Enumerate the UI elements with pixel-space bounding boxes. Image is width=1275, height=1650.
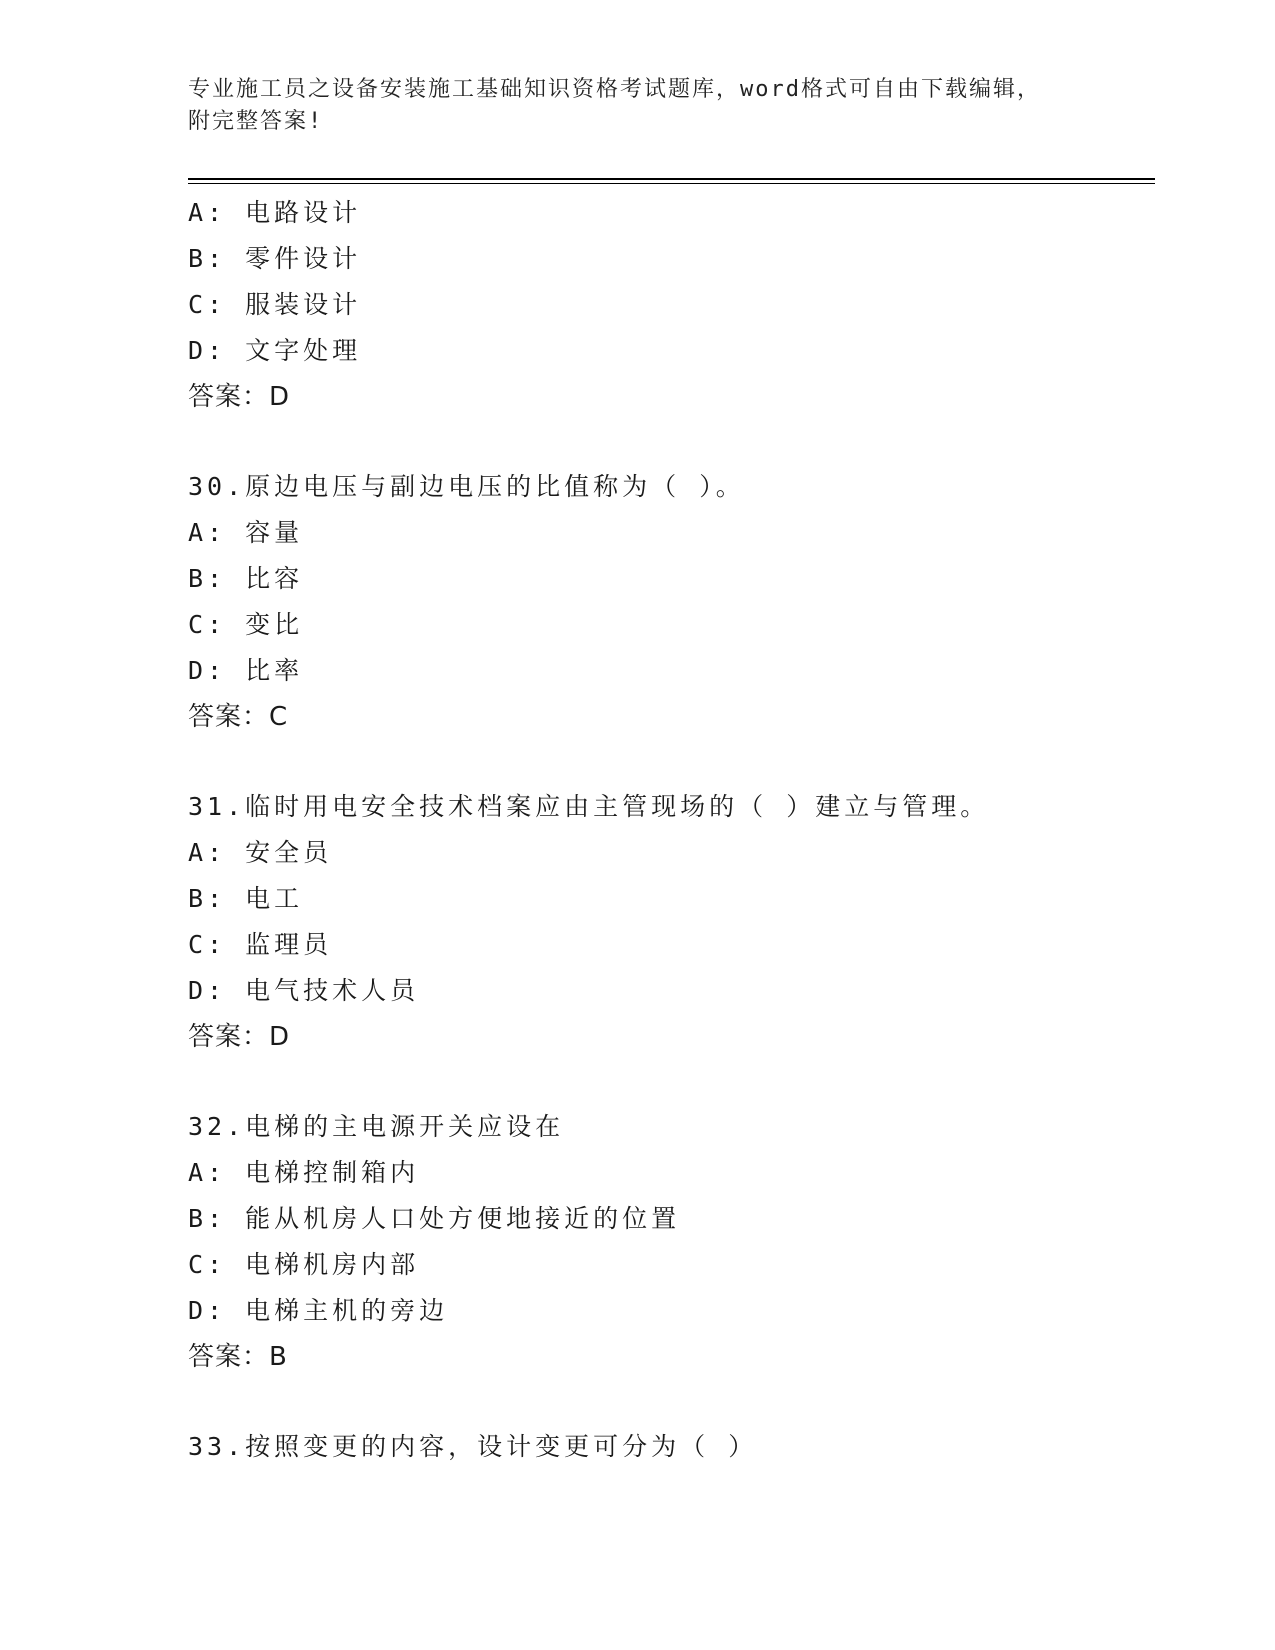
answer-line: 答案：C [188, 702, 289, 732]
option-d: D: 文字处理 [188, 336, 362, 365]
option-c: C: 监理员 [188, 930, 333, 959]
option-d: D: 电气技术人员 [188, 976, 420, 1005]
question-text: 33.按照变更的内容，设计变更可分为（ ） [188, 1432, 758, 1461]
option-a: A: 电梯控制箱内 [188, 1158, 420, 1187]
header-line-2: 附完整答案! [188, 109, 324, 134]
header-rule-thick [188, 178, 1155, 180]
option-b: B: 能从机房人口处方便地接近的位置 [188, 1204, 681, 1233]
question-list [188, 190, 1148, 1470]
option-b: B: 比容 [188, 564, 304, 593]
option-a: A: 容量 [188, 518, 304, 547]
option-c: C: 变比 [188, 610, 304, 639]
question-text: 30.原边电压与副边电压的比值称为（ ）。 [188, 472, 745, 501]
question-block-33 [188, 1424, 1148, 1470]
option-c: C: 电梯机房内部 [188, 1250, 420, 1279]
option-a: A: 安全员 [188, 838, 333, 867]
header-rule-thin [188, 183, 1155, 184]
question-block-30 [188, 464, 1148, 740]
question-text: 32.电梯的主电源开关应设在 [188, 1112, 565, 1141]
question-block-31 [188, 784, 1148, 1060]
option-d: D: 比率 [188, 656, 304, 685]
option-b: B: 零件设计 [188, 244, 362, 273]
answer-line: 答案：B [188, 1342, 288, 1372]
option-a: A: 电路设计 [188, 198, 362, 227]
option-c: C: 服装设计 [188, 290, 362, 319]
question-block-32 [188, 1104, 1148, 1380]
document-header [188, 74, 1088, 138]
answer-line: 答案：D [188, 382, 291, 412]
option-b: B: 电工 [188, 884, 304, 913]
question-block-29 [188, 190, 1148, 420]
option-d: D: 电梯主机的旁边 [188, 1296, 449, 1325]
header-line-1: 专业施工员之设备安装施工基础知识资格考试题库，word格式可自由下载编辑， [188, 77, 1041, 102]
question-text: 31.临时用电安全技术档案应由主管现场的（ ）建立与管理。 [188, 792, 990, 821]
answer-line: 答案：D [188, 1022, 291, 1052]
